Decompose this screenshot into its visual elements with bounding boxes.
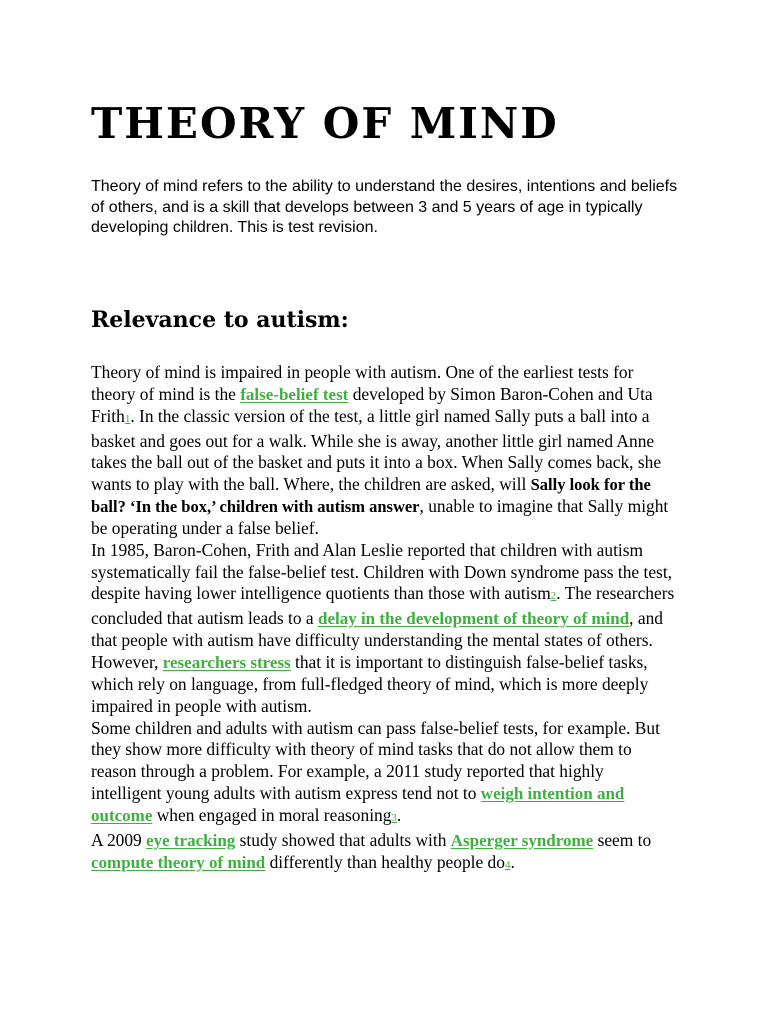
body-text-run: , unable to imagine that Sally might be operating under a false belief. (91, 496, 669, 538)
footnote-ref-3[interactable]: 3 (391, 811, 397, 824)
section-heading: Relevance to autism: (91, 307, 349, 333)
body-text-run: developed by Simon Baron-Cohen and Uta Frith (91, 383, 653, 426)
body-text-run: In 1985, Baron-Cohen, Frith and Alan Leslie reported that children with autism systematically fail the false-belief test. Children with Down syndrome pass the test, despite having lower intelligence quotients than those with autism (91, 539, 672, 604)
footnote-ref-2[interactable]: 2 (550, 590, 557, 603)
body-text-run: However, (91, 651, 163, 672)
body-text-run: . (510, 851, 515, 872)
eye-tracking-link[interactable]: eye tracking (146, 830, 236, 850)
researchers-stress-link[interactable]: researchers stress (162, 652, 291, 672)
body-paragraph (91, 362, 677, 876)
body-text-run: , and that people with autism have difficulty understanding the mental states of others. (91, 608, 663, 651)
body-text-run: study showed that adults with (235, 829, 451, 850)
body-text-run: . In the classic version of the test, a little girl named Sally puts a ball into a basket and goes out for a walk. While she is away, another little girl named Anne takes the ball out of the basket and puts it into a box. When Sally comes back, she wants to play with the ball. Where, the children are asked, will (91, 405, 662, 495)
compute-theory-link[interactable]: compute theory of mind (91, 852, 266, 872)
body-text-run: Theory of mind is impaired in people with autism. One of the earliest tests for theory of mind is the (91, 362, 634, 404)
body-text-run: that it is important to distinguish false-belief tasks, which rely on language, from full-fledged theory of mind, which is more deeply impaired in people with autism. (91, 651, 649, 716)
footnote-ref-1[interactable]: 1 (124, 412, 131, 425)
false-belief-test-link[interactable]: false-belief test (240, 384, 349, 404)
footnote-ref-4[interactable]: 4 (504, 858, 511, 871)
weigh-intention-link[interactable]: weigh intention and outcome (91, 784, 625, 825)
body-text-run: . The researchers concluded that autism leads to a (91, 583, 675, 629)
sally-bold-phrase: Sally look for the ball? ‘In the box,’ children with autism answer (91, 475, 651, 517)
delay-development-link[interactable]: delay in the development of theory of mind (317, 609, 630, 629)
page-title: THEORY OF MIND (91, 99, 559, 148)
body-text-run: seem to (593, 829, 652, 850)
body-text-run: Some children and adults with autism can pass false-belief tests, for example. But they show more difficulty with theory of mind tasks that do not allow them to reason through a problem. For example, a 2011 study reported that highly intelligent young adults with autism express tend not to (91, 717, 660, 804)
body-text-run: . (396, 804, 402, 825)
body-text-run: A 2009 (91, 829, 147, 850)
intro-paragraph: Theory of mind refers to the ability to understand the desires, intentions and beliefs of others, and is a skill that develops between 3 and 5 years of age in typically developing children. This is test revision. (91, 178, 678, 236)
body-text-run: differently than healthy people do (265, 851, 505, 872)
body-text-run: when engaged in moral reasoning (152, 804, 392, 825)
asperger-syndrome-link[interactable]: Asperger syndrome (450, 830, 594, 850)
